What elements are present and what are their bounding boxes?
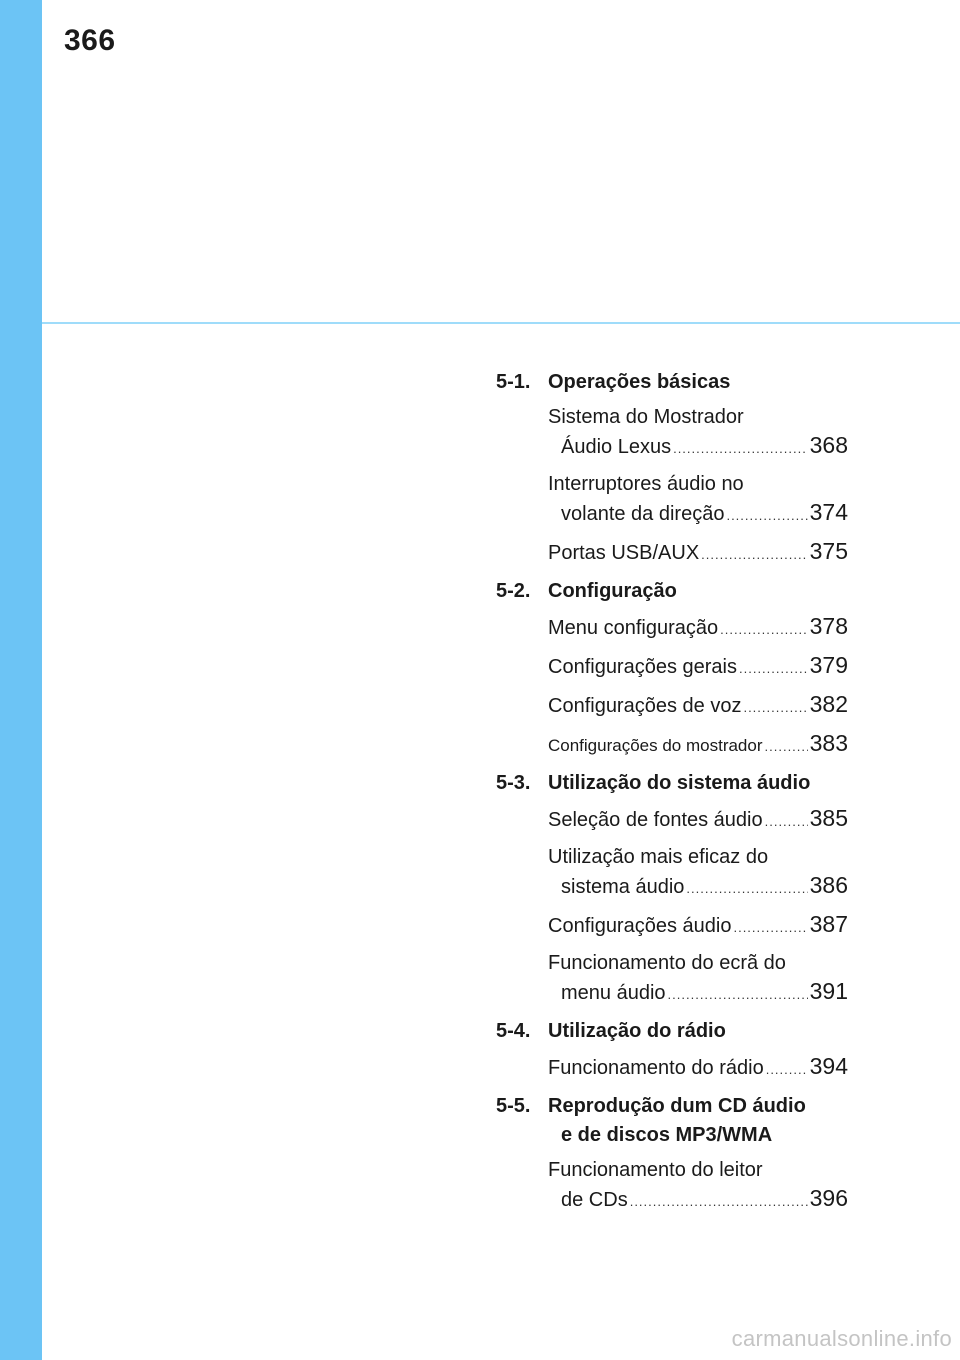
dot-leader [720, 616, 808, 644]
entry-title: sistema áudio [561, 876, 685, 898]
entry-page-number: 394 [809, 1053, 848, 1079]
toc-section [496, 1017, 848, 1084]
entry-title: Seleção de fontes áudio [548, 809, 763, 831]
entry-title: menu áudio [561, 982, 666, 1004]
dot-leader [630, 1188, 808, 1216]
section-number: 5-1. [496, 371, 531, 393]
entry-title: Funcionamento do rádio [548, 1057, 764, 1079]
section-title [548, 769, 848, 798]
entry-title: Áudio Lexus [561, 436, 672, 458]
dot-leader [765, 733, 808, 761]
section-title [548, 368, 848, 397]
entry-page-number: 368 [809, 432, 848, 458]
entry-title: Interruptores áudio no [548, 473, 744, 495]
header-divider [42, 322, 960, 324]
dot-leader [701, 541, 807, 569]
section-title-line: Operações básicas [548, 371, 731, 393]
section-heading[interactable] [496, 577, 848, 606]
toc-section [496, 769, 848, 1009]
section-heading[interactable] [496, 769, 848, 798]
entry-page-number: 385 [809, 805, 848, 831]
section-number: 5-2. [496, 580, 531, 602]
toc-section [496, 577, 848, 761]
entry-title: Funcionamento do leitor [548, 1159, 763, 1181]
dot-leader [743, 694, 807, 722]
entry-page-number: 374 [809, 499, 848, 525]
entry-page-number: 396 [809, 1185, 848, 1211]
page-number: 366 [64, 24, 116, 57]
section-title-line: Utilização do rádio [548, 1020, 726, 1042]
dot-leader [766, 1056, 808, 1084]
section-heading[interactable] [496, 1017, 848, 1046]
section-heading[interactable] [496, 368, 848, 397]
section-heading[interactable] [496, 1092, 848, 1150]
entry-title: Configurações de voz [548, 695, 742, 717]
section-number: 5-3. [496, 772, 531, 794]
entry-page-number: 383 [809, 730, 848, 756]
section-number: 5-5. [496, 1095, 531, 1117]
entry-page-number: 382 [809, 691, 848, 717]
entry-title: Sistema do Mostrador [548, 406, 744, 428]
toc-entry[interactable] [548, 1156, 848, 1216]
toc-entry[interactable] [548, 651, 848, 683]
section-title-line: Configuração [548, 580, 677, 602]
toc-entry[interactable] [548, 843, 848, 903]
entry-page-number: 379 [809, 652, 848, 678]
entry-title: Portas USB/AUX [548, 542, 700, 564]
watermark: carmanualsonline.info [731, 1326, 952, 1351]
toc-entry[interactable] [548, 537, 848, 569]
toc-entry[interactable] [548, 804, 848, 836]
section-title-line: e de discos MP3/WMA [561, 1124, 773, 1146]
toc-entry[interactable] [548, 729, 848, 761]
entry-title: Configurações áudio [548, 915, 732, 937]
entry-title: Configurações do mostrador [548, 736, 763, 755]
entry-title: Funcionamento do ecrã do [548, 952, 786, 974]
dot-leader [673, 435, 808, 463]
table-of-contents [496, 368, 848, 1224]
dot-leader [686, 875, 807, 903]
toc-entry[interactable] [548, 612, 848, 644]
dot-leader [733, 914, 807, 942]
entry-page-number: 386 [809, 872, 848, 898]
toc-section [496, 1092, 848, 1216]
section-title-line: Utilização do sistema áudio [548, 772, 811, 794]
entry-page-number: 378 [809, 613, 848, 639]
section-title [548, 577, 848, 606]
toc-entry[interactable] [548, 949, 848, 1009]
toc-entry[interactable] [548, 470, 848, 530]
entry-page-number: 387 [809, 911, 848, 937]
entry-page-number: 391 [809, 978, 848, 1004]
section-title-line: Reprodução dum CD áudio [548, 1095, 806, 1117]
entry-title: Menu configuração [548, 617, 719, 639]
entry-page-number: 375 [809, 538, 848, 564]
toc-entry[interactable] [548, 910, 848, 942]
section-title [548, 1017, 848, 1046]
dot-leader [739, 655, 808, 683]
toc-entry[interactable] [548, 403, 848, 463]
toc-section [496, 368, 848, 569]
entry-title: Configurações gerais [548, 656, 737, 678]
section-title [548, 1092, 848, 1150]
toc-entry[interactable] [548, 690, 848, 722]
entry-title: volante da direção [561, 503, 725, 525]
dot-leader [765, 808, 808, 836]
toc-entry[interactable] [548, 1052, 848, 1084]
sidebar-color-band [0, 0, 42, 1360]
section-number: 5-4. [496, 1020, 531, 1042]
entry-title: de CDs [561, 1189, 628, 1211]
dot-leader [668, 981, 808, 1009]
entry-title: Utilização mais eficaz do [548, 846, 769, 868]
dot-leader [726, 502, 807, 530]
